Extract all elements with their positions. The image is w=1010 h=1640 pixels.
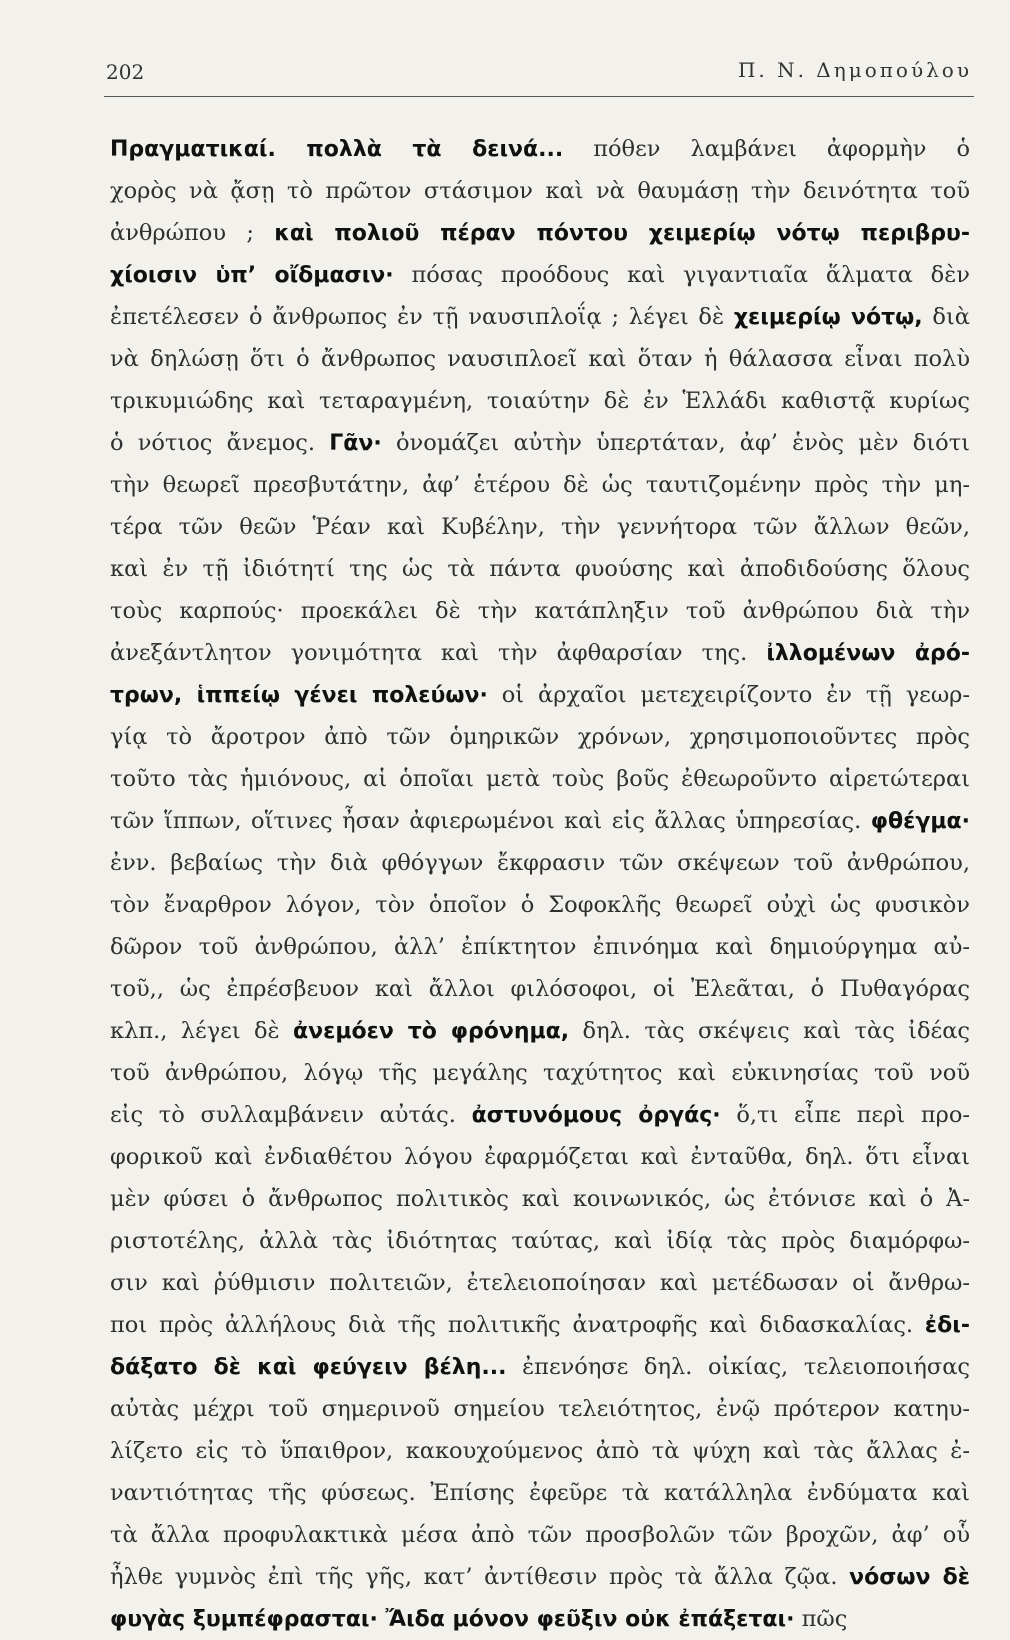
bold-quotation: τρων, ἱππείῳ γένει πολεύων·	[110, 683, 488, 708]
commentary-text: λίζετο εἰς τὸ ὕπαιθρον, κακουχούμενος ἀπὸ τὰ ψύχη καὶ τὰς ἄλλας ἐ-	[110, 1438, 970, 1464]
commentary-text: φορικοῦ καὶ ἐνδιαθέτου λόγου ἐφαρμόζεται καὶ ἐνταῦθα, δηλ. ὅτι εἶναι	[110, 1144, 970, 1170]
commentary-text: πῶς	[794, 1606, 848, 1632]
commentary-text: ναντιότητας τῆς φύσεως. Ἐπίσης ἐφεῦρε τὰ κατάλληλα ἐνδύματα καὶ	[110, 1480, 970, 1506]
text-line	[110, 506, 970, 548]
bold-quotation: Γᾶν·	[329, 431, 382, 456]
commentary-text: χορὸς νὰ ᾄσῃ τὸ πρῶτον στάσιμον καὶ νὰ θαυμάσῃ τὴν δεινότητα τοῦ	[110, 178, 970, 204]
commentary-text: ὅ,τι εἶπε περὶ προ-	[720, 1102, 970, 1128]
commentary-text: τοὺς καρπούς· προεκάλει δὲ τὴν κατάπληξιν τοῦ ἀνθρώπου διὰ τὴν	[110, 598, 970, 624]
commentary-text: τέρα τῶν θεῶν Ῥέαν καὶ Κυβέλην, τὴν γεννήτορα τῶν ἄλλων θεῶν,	[110, 514, 970, 540]
text-line	[110, 1094, 970, 1136]
commentary-text: τοῦ,, ὡς ἐπρέσβευον καὶ ἄλλοι φιλόσοφοι, οἱ Ἐλεᾶται, ὁ Πυθαγόρας	[110, 976, 970, 1002]
commentary-text: ἐπενόησε δηλ. οἰκίας, τελειοποιήσας	[506, 1354, 970, 1380]
text-line	[110, 758, 970, 800]
text-line	[110, 968, 970, 1010]
text-line	[110, 632, 970, 674]
text-line	[110, 380, 970, 422]
commentary-text: νὰ δηλώσῃ ὅτι ὁ ἄνθρωπος ναυσιπλοεῖ καὶ ὅταν ἡ θάλασσα εἶναι πολὺ	[110, 346, 970, 372]
commentary-text: γίᾳ τὸ ἄροτρον ἀπὸ τῶν ὁμηρικῶν χρόνων, χρησιμοποιοῦντες πρὸς	[110, 724, 970, 750]
text-line	[110, 884, 970, 926]
commentary-text: τὴν θεωρεῖ πρεσβυτάτην, ἀφ’ ἑτέρου δὲ ὡς ταυτιζομένην πρὸς τὴν μη-	[110, 472, 970, 498]
commentary-text: ἀνθρώπου ;	[110, 220, 275, 246]
commentary-text: ριστοτέλης, ἀλλὰ τὰς ἰδιότητας ταύτας, καὶ ἰδίᾳ τὰς πρὸς διαμόρφω-	[110, 1228, 970, 1254]
commentary-text: ὀνομάζει αὐτὴν ὑπερτάταν, ἀφ’ ἑνὸς μὲν διότι	[381, 430, 970, 456]
text-line	[110, 1388, 970, 1430]
text-line	[110, 1472, 970, 1514]
commentary-text: ποι πρὸς ἀλλήλους διὰ τῆς πολιτικῆς ἀνατροφῆς καὶ διδασκαλίας.	[110, 1312, 925, 1338]
commentary-text: τὸν ἔναρθρον λόγον, τὸν ὁποῖον ὁ Σοφοκλῆς θεωρεῖ οὐχὶ ὡς φυσικὸν	[110, 892, 970, 918]
header-rule	[104, 96, 974, 97]
text-line	[110, 716, 970, 758]
text-line	[110, 170, 970, 212]
body-text	[110, 128, 970, 1640]
bold-quotation: χειμερίῳ νότῳ,	[733, 305, 923, 330]
commentary-text: τοῦτο τὰς ἡμιόνους, αἱ ὁποῖαι μετὰ τοὺς βοῦς ἐθεωροῦντο αἱρετώτεραι	[110, 766, 970, 792]
commentary-text: μὲν φύσει ὁ ἄνθρωπος πολιτικὸς καὶ κοινωνικός, ὡς ἐτόνισε καὶ ὁ Ἀ-	[110, 1186, 970, 1212]
bold-quotation: ἀστυνόμους ὀργάς·	[471, 1103, 721, 1128]
bold-quotation: χίοισιν ὑπ’ οἴδμασιν·	[110, 263, 394, 288]
commentary-text: ἐπετέλεσεν ὁ ἄνθρωπος ἐν τῇ ναυσιπλοΐᾳ ; λέγει δὲ	[110, 304, 734, 330]
text-line	[110, 1514, 970, 1556]
bold-quotation: ἐδι-	[924, 1313, 970, 1338]
text-line	[110, 1304, 970, 1346]
text-line	[110, 464, 970, 506]
text-line	[110, 1430, 970, 1472]
commentary-text: οἱ ἀρχαῖοι μετεχειρίζοντο ἐν τῇ γεωρ-	[487, 682, 970, 708]
text-line	[110, 548, 970, 590]
text-line	[110, 800, 970, 842]
commentary-text: τρικυμιώδης καὶ τεταραγμένη, τοιαύτην δὲ ἐν Ἑλλάδι καθιστᾷ κυρίως	[110, 388, 970, 414]
text-line	[110, 1136, 970, 1178]
text-line	[110, 926, 970, 968]
bold-quotation: ἰλλομένων ἀρό-	[766, 641, 970, 666]
text-line	[110, 128, 970, 170]
text-line	[110, 254, 970, 296]
commentary-text: τῶν ἵππων, οἵτινες ἦσαν ἀφιερωμένοι καὶ εἰς ἄλλας ὑπηρεσίας.	[110, 808, 871, 834]
text-line	[110, 1598, 970, 1640]
text-line	[110, 1556, 970, 1598]
text-line	[110, 842, 970, 884]
commentary-text: αὐτὰς μέχρι τοῦ σημερινοῦ σημείου τελειότητος, ἐνῷ πρότερον κατηυ-	[110, 1396, 970, 1422]
commentary-text: πόσας προόδους καὶ γιγαντιαῖα ἅλματα δὲν	[393, 262, 970, 288]
commentary-text: ἦλθε γυμνὸς ἐπὶ τῆς γῆς, κατ’ ἀντίθεσιν πρὸς τὰ ἄλλα ζῷα.	[110, 1564, 850, 1590]
bold-quotation: Πραγματικαί. πολλὰ τὰ δεινά...	[110, 137, 564, 162]
text-line	[110, 296, 970, 338]
text-line	[110, 1010, 970, 1052]
text-line	[110, 212, 970, 254]
text-line	[110, 1178, 970, 1220]
commentary-text: τὰ ἄλλα προφυλακτικὰ μέσα ἀπὸ τῶν προσβολῶν τῶν βροχῶν, ἀφ’ οὗ	[110, 1522, 970, 1548]
commentary-text: πόθεν λαμβάνει ἀφορμὴν ὁ	[563, 136, 970, 162]
text-line	[110, 1262, 970, 1304]
commentary-text: δηλ. τὰς σκέψεις καὶ τὰς ἰδέας	[569, 1018, 970, 1044]
bold-quotation: φυγὰς ξυμπέφρασται· Ἄιδα μόνον φεῦξιν οὐκ ἐπάξεται·	[110, 1607, 795, 1632]
text-line	[110, 1052, 970, 1094]
commentary-text: σιν καὶ ῥύθμισιν πολιτειῶν, ἐτελειοποίησαν καὶ μετέδωσαν οἱ ἄνθρω-	[110, 1270, 970, 1296]
text-line	[110, 422, 970, 464]
bold-quotation: ἀνεμόεν τὸ φρόνημα,	[292, 1019, 570, 1044]
text-line	[110, 1346, 970, 1388]
commentary-text: δῶρον τοῦ ἀνθρώπου, ἀλλ’ ἐπίκτητον ἐπινόημα καὶ δημιούργημα αὐ-	[110, 934, 970, 960]
text-line	[110, 338, 970, 380]
text-line	[110, 1220, 970, 1262]
text-line	[110, 674, 970, 716]
commentary-text: καὶ ἐν τῇ ἰδιότητί της ὡς τὰ πάντα φυούσης καὶ ἀποδιδούσης ὅλους	[110, 556, 970, 582]
commentary-text: τοῦ ἀνθρώπου, λόγῳ τῆς μεγάλης ταχύτητος καὶ εὐκινησίας τοῦ νοῦ	[110, 1060, 970, 1086]
bold-quotation: δάξατο δὲ καὶ φεύγειν βέλη...	[110, 1355, 507, 1380]
page-number: 202	[106, 60, 145, 84]
commentary-text: κλπ., λέγει δὲ	[110, 1018, 293, 1044]
commentary-text: εἰς τὸ συλλαμβάνειν αὐτάς.	[110, 1102, 472, 1128]
text-line	[110, 590, 970, 632]
commentary-text: ἐνν. βεβαίως τὴν διὰ φθόγγων ἔκφρασιν τῶν σκέψεων τοῦ ἀνθρώπου,	[110, 850, 970, 876]
commentary-text: διὰ	[922, 304, 970, 330]
bold-quotation: νόσων δὲ	[849, 1565, 970, 1590]
commentary-text: ἀνεξάντλητον γονιμότητα καὶ τὴν ἀφθαρσίαν της.	[110, 640, 767, 666]
bold-quotation: καὶ πολιοῦ πέραν πόντου χειμερίῳ νότῳ περιβρυ-	[274, 221, 970, 246]
page-header	[106, 58, 972, 94]
commentary-text: ὁ νότιος ἄνεμος.	[110, 430, 330, 456]
running-head: Π. Ν. Δημοπούλου	[737, 58, 972, 82]
bold-quotation: φθέγμα·	[870, 809, 970, 834]
